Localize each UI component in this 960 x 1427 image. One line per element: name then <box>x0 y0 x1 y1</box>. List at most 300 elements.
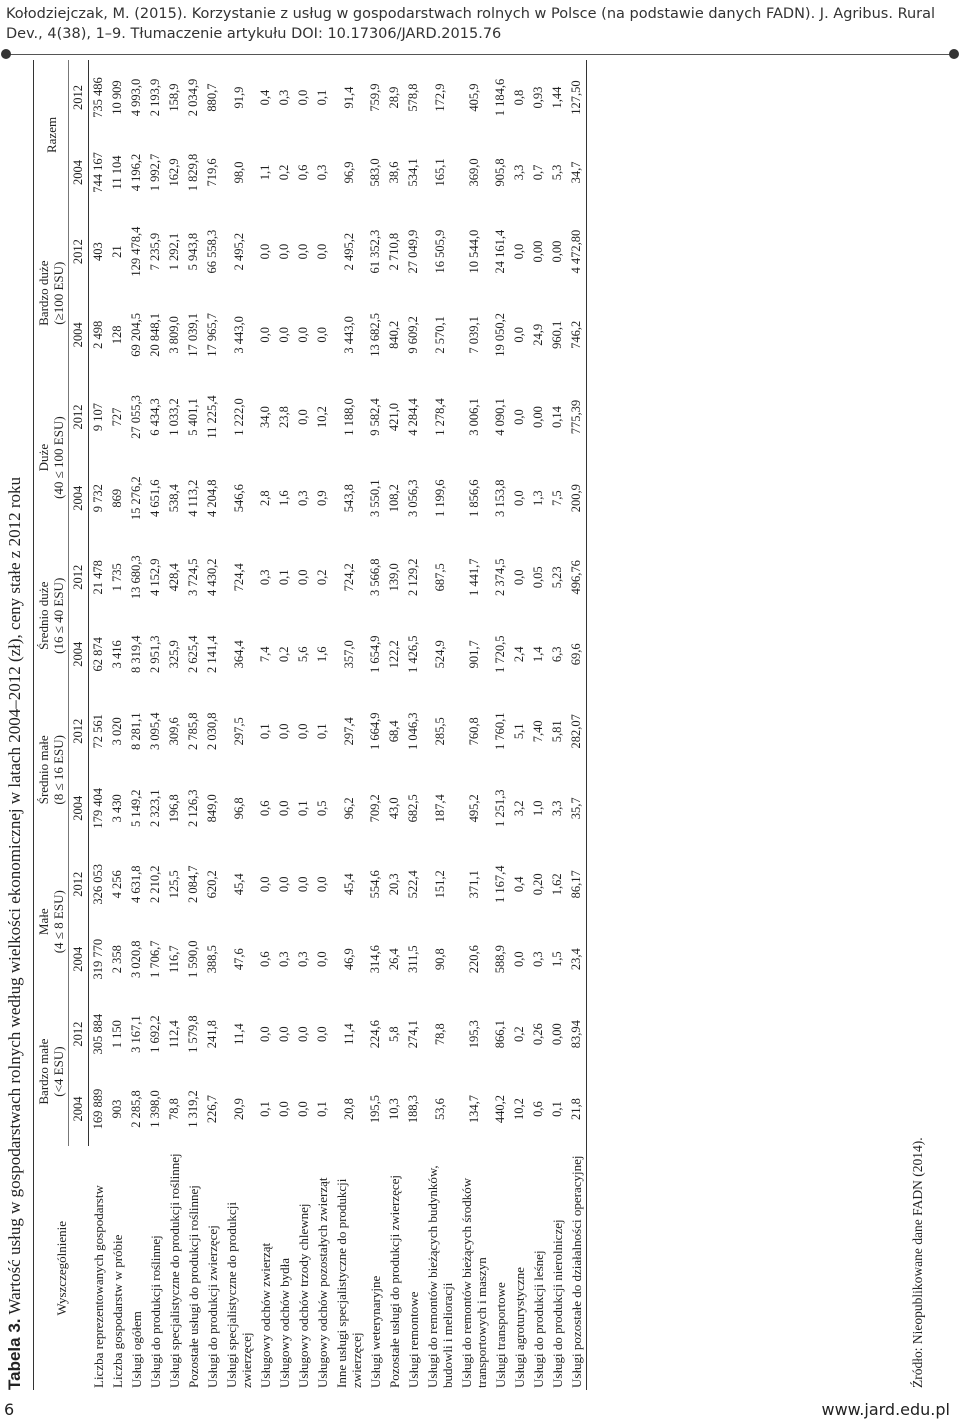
value-cell: 428,4 <box>167 563 181 592</box>
value-cell: 0,20 <box>531 873 545 896</box>
value-cell: 2 193,9 <box>148 78 162 117</box>
row-label: Pozostałe usługi do produkcji roślinnej <box>186 1185 201 1388</box>
value-cell: 0,0 <box>296 89 310 106</box>
year-header: 2004 <box>69 458 89 539</box>
value-cell: 0,5 <box>315 800 329 817</box>
value-cell: 297,4 <box>341 717 356 746</box>
value-cell: 0,1 <box>296 800 310 817</box>
year-header: 2012 <box>69 376 89 457</box>
value-cell: 1 167,4 <box>493 865 507 904</box>
row-label: Liczba gospodarstw w próbie <box>110 1234 125 1388</box>
value-cell: 0,1 <box>315 89 329 106</box>
value-cell: 0,3 <box>258 569 272 586</box>
value-cell: 421,0 <box>387 402 401 432</box>
value-cell: 19 050,2 <box>493 312 507 357</box>
value-cell: 10,3 <box>387 1098 401 1120</box>
value-cell: 0,0 <box>277 1026 291 1042</box>
value-cell: 0,0 <box>277 1101 291 1117</box>
value-cell: 91,9 <box>231 86 246 109</box>
year-header: 2012 <box>69 60 89 135</box>
table-row <box>108 60 127 1390</box>
value-cell: 588,9 <box>493 945 507 974</box>
value-cell: 4 090,1 <box>493 398 507 436</box>
value-cell: 1 319,2 <box>186 1090 200 1128</box>
value-cell: 9 582,4 <box>368 398 382 436</box>
value-cell: 11 225,4 <box>205 395 219 439</box>
value-cell: 35,7 <box>567 770 587 847</box>
value-cell: 1 692,2 <box>148 1015 162 1053</box>
value-cell: 0,14 <box>550 406 564 428</box>
value-cell: 3 443,0 <box>231 316 246 354</box>
value-cell: 0,1 <box>550 1101 564 1117</box>
row-label: Usługi remontowe <box>406 1291 421 1388</box>
value-cell: 0,1 <box>258 723 272 740</box>
value-cell: 1 664,9 <box>368 712 382 751</box>
value-cell: 4 651,6 <box>148 479 162 517</box>
value-cell: 735 486 <box>91 77 105 118</box>
value-cell: 2 710,8 <box>387 232 401 271</box>
group-range: (≥100 ESU) <box>51 261 66 325</box>
value-cell: 195,5 <box>368 1094 382 1124</box>
value-cell: 27 049,9 <box>406 229 420 274</box>
page-number: 6 <box>4 1400 15 1419</box>
value-cell: 0,0 <box>277 243 291 260</box>
value-cell: 371,1 <box>466 870 481 899</box>
value-cell: 1 735 <box>110 563 124 592</box>
group-range: (4 ≤ 8 ESU) <box>51 890 66 954</box>
value-cell: 20 848,1 <box>148 312 162 357</box>
value-cell: 21 <box>110 245 124 258</box>
citation-header <box>6 4 954 44</box>
value-cell: 0,9 <box>315 490 329 506</box>
value-cell: 129 478,4 <box>129 226 143 277</box>
value-cell: 195,3 <box>466 1020 481 1049</box>
row-label: Inne usługi specjalistyczne do produkcji zwierzęcej <box>334 1178 364 1388</box>
value-cell: 2,4 <box>512 646 526 663</box>
table-row <box>491 60 510 1390</box>
value-cell: 4 256 <box>110 870 124 899</box>
value-cell: 172,9 <box>432 83 447 112</box>
value-cell: 3 724,5 <box>186 558 200 597</box>
value-cell: 15 276,2 <box>129 476 143 521</box>
table-row <box>366 60 385 1390</box>
value-cell: 3,2 <box>512 800 526 817</box>
value-cell: 1,44 <box>550 86 564 109</box>
table-row <box>89 60 109 1390</box>
value-cell: 2 285,8 <box>129 1090 143 1128</box>
divider-right-dot <box>949 49 959 59</box>
value-cell: 1,62 <box>550 873 564 896</box>
table-row <box>203 60 222 1390</box>
year-header: 2004 <box>69 616 89 693</box>
value-cell: 2 126,3 <box>186 789 200 828</box>
value-cell: 496,76 <box>567 539 587 616</box>
value-cell: 0,0 <box>512 569 526 586</box>
value-cell: 0,1 <box>277 569 291 586</box>
value-cell: 45,4 <box>341 873 356 896</box>
value-cell: 4 204,8 <box>205 479 219 517</box>
row-label: Usługi ogółem <box>129 1311 144 1388</box>
value-cell: 0,05 <box>531 566 545 589</box>
value-cell: 16 505,9 <box>432 229 447 274</box>
value-cell: 1 654,9 <box>368 635 382 674</box>
year-header: 2004 <box>69 1072 89 1147</box>
table-title-label: Tabela 3. <box>5 1318 24 1390</box>
value-cell: 9 609,2 <box>406 316 420 354</box>
value-cell: 0,0 <box>512 490 526 506</box>
value-cell: 1,0 <box>531 800 545 817</box>
value-cell: 62 874 <box>91 637 105 672</box>
value-cell: 116,7 <box>167 945 181 974</box>
value-cell: 226,7 <box>205 1094 219 1124</box>
table-row <box>404 60 423 1390</box>
value-cell: 122,2 <box>387 640 401 669</box>
value-cell: 1 188,0 <box>341 398 356 436</box>
table-head <box>34 60 89 1390</box>
value-cell: 840,2 <box>387 320 401 349</box>
value-cell: 901,7 <box>466 640 481 669</box>
value-cell: 165,1 <box>432 158 447 187</box>
year-header: 2012 <box>69 539 89 616</box>
value-cell: 3,3 <box>550 800 564 817</box>
citation-text: Kołodziejczak, M. (2015). Korzystanie z usług w gospodarstwach rolnych w Polsce (na podstawie danych FADN). J. Agribus. Rural Dev., 4(38), 1–9. Tłumaczenie artykułu DOI: 10.17306/JARD.2015.76 <box>6 6 936 42</box>
value-cell: 1 292,1 <box>167 232 181 271</box>
value-cell: 4 113,2 <box>186 479 200 517</box>
table-row <box>510 60 529 1390</box>
value-cell: 7,5 <box>550 490 564 506</box>
value-cell: 24,9 <box>531 323 545 346</box>
table-title-text: Wartość usług w gospodarstwach rolnych według wielkości ekonomicznej w latach 2004–2012 (zł), ceny stałe z 2012 roku <box>5 476 24 1315</box>
value-cell: 108,2 <box>387 484 401 513</box>
value-cell: 72 561 <box>91 714 105 749</box>
value-cell: 554,6 <box>368 870 382 899</box>
value-cell: 8 319,4 <box>129 635 143 674</box>
table-row <box>275 60 294 1390</box>
year-header: 2004 <box>69 293 89 376</box>
value-cell: 224,6 <box>368 1020 382 1049</box>
value-cell: 96,2 <box>341 797 356 820</box>
value-cell: 0,0 <box>512 951 526 968</box>
value-cell: 4 152,9 <box>148 558 162 597</box>
value-cell: 11,4 <box>341 1023 356 1045</box>
value-cell: 682,5 <box>406 794 420 823</box>
value-cell: 0,0 <box>296 1101 310 1117</box>
value-cell: 0,26 <box>531 1023 545 1046</box>
value-cell: 139,0 <box>387 563 401 592</box>
group-header-5 <box>34 210 69 377</box>
value-cell: 91,4 <box>341 86 356 109</box>
value-cell: 38,6 <box>387 161 401 184</box>
value-cell: 5,6 <box>296 646 310 663</box>
value-cell: 69,6 <box>567 616 587 693</box>
value-cell: 43,0 <box>387 797 401 820</box>
table-row <box>127 60 146 1390</box>
value-cell: 151,2 <box>432 870 447 899</box>
table-row <box>256 60 275 1390</box>
value-cell: 364,4 <box>231 640 246 669</box>
year-header: 2004 <box>69 135 89 210</box>
value-cell: 1 278,4 <box>432 398 447 436</box>
row-label: Usługowy odchów zwierząt <box>258 1242 273 1388</box>
value-cell: 0,0 <box>277 876 291 893</box>
group-name: Małe <box>36 908 51 936</box>
row-header-label: Wyszczególnienie <box>53 1221 69 1316</box>
value-cell: 179 404 <box>91 787 105 829</box>
row-label: Liczba reprezentowanych gospodarstw <box>90 1185 106 1388</box>
value-cell: 578,8 <box>406 83 420 112</box>
row-label: Usługi do remontów bieżących budynków, budowli i melioracji <box>425 1165 455 1388</box>
value-cell: 10 544,0 <box>466 229 481 274</box>
value-cell: 26,4 <box>387 948 401 971</box>
value-cell: 0,0 <box>315 951 329 968</box>
value-cell: 543,8 <box>341 484 356 513</box>
value-cell: 17 965,7 <box>205 312 219 357</box>
value-cell: 3 020 <box>110 717 124 746</box>
value-cell: 200,9 <box>567 458 587 539</box>
value-cell: 0,6 <box>258 951 272 968</box>
group-name: Razem <box>43 116 59 154</box>
value-cell: 960,1 <box>550 320 564 349</box>
value-cell: 849,0 <box>205 794 219 823</box>
value-cell: 2 495,2 <box>341 232 356 271</box>
value-cell: 309,6 <box>167 717 181 746</box>
value-cell: 1 590,0 <box>186 940 200 978</box>
value-cell: 2 374,5 <box>493 558 507 597</box>
value-cell: 4 472,80 <box>567 210 587 293</box>
value-cell: 2 951,3 <box>148 635 162 674</box>
value-cell: 7,4 <box>258 646 272 663</box>
value-cell: 0,0 <box>315 1026 329 1042</box>
value-cell: 1 856,6 <box>466 479 481 517</box>
value-cell: 4 430,2 <box>205 558 219 597</box>
group-header-0 <box>34 997 69 1147</box>
value-cell: 0,0 <box>296 327 310 343</box>
value-cell: 2 358 <box>110 945 124 974</box>
value-cell: 1,6 <box>315 646 329 663</box>
value-cell: 3 416 <box>110 640 124 669</box>
value-cell: 1 199,6 <box>432 479 447 517</box>
value-cell: 7 039,1 <box>466 316 481 354</box>
group-name: Średnio duże <box>36 581 51 650</box>
value-cell: 5,23 <box>550 566 564 589</box>
value-cell: 546,6 <box>231 484 246 513</box>
value-cell: 495,2 <box>466 794 481 823</box>
value-cell: 5,3 <box>550 164 564 181</box>
value-cell: 3 006,1 <box>466 398 481 436</box>
value-cell: 538,4 <box>167 484 181 513</box>
journal-url: www.jard.edu.pl <box>821 1400 950 1419</box>
value-cell: 0,0 <box>296 876 310 893</box>
value-cell: 0,1 <box>315 723 329 740</box>
value-cell: 128 <box>110 325 124 345</box>
value-cell: 3 095,4 <box>148 712 162 751</box>
value-cell: 311,5 <box>406 945 420 974</box>
value-cell: 0,0 <box>315 243 329 260</box>
value-cell: 1 426,5 <box>406 635 420 674</box>
value-cell: 2,8 <box>258 490 272 506</box>
value-cell: 6 434,3 <box>148 398 162 436</box>
value-cell: 0,00 <box>531 240 545 263</box>
row-label: Usługi weterynaryjne <box>368 1275 383 1388</box>
value-cell: 326 053 <box>91 863 105 905</box>
value-cell: 534,1 <box>406 158 420 187</box>
value-cell: 2 084,7 <box>186 865 200 904</box>
value-cell: 1 251,3 <box>493 789 507 828</box>
value-cell: 196,8 <box>167 794 181 823</box>
group-range: (<4 ESU) <box>51 1046 66 1097</box>
value-cell: 0,7 <box>531 164 545 181</box>
value-cell: 83,94 <box>567 997 587 1072</box>
value-cell: 4 196,2 <box>129 153 143 192</box>
value-cell: 0,3 <box>531 951 545 968</box>
value-cell: 23,8 <box>277 406 291 428</box>
value-cell: 0,6 <box>296 164 310 181</box>
value-cell: 69 204,5 <box>129 312 143 357</box>
group-name: Średnio małe <box>36 735 51 805</box>
value-cell: 1 441,7 <box>466 558 481 597</box>
value-cell: 61 352,3 <box>368 229 382 274</box>
value-cell: 9 732 <box>91 484 105 513</box>
value-cell: 1 760,1 <box>493 712 507 751</box>
value-cell: 524,9 <box>432 640 447 669</box>
value-cell: 3 809,0 <box>167 316 181 354</box>
row-label: Usługi transportowe <box>493 1282 508 1388</box>
value-cell: 746,2 <box>567 293 587 376</box>
value-cell: 7,40 <box>531 720 545 743</box>
value-cell: 0,0 <box>512 327 526 343</box>
value-cell: 10,2 <box>512 1098 526 1120</box>
source-text: Źródło: Nieopublikowane dane FADN (2014). <box>910 1137 925 1388</box>
value-cell: 369,0 <box>466 158 481 187</box>
value-cell: 2 210,2 <box>148 865 162 904</box>
table-row <box>567 60 587 1390</box>
value-cell: 3 056,3 <box>406 479 420 517</box>
value-cell: 78,8 <box>167 1098 181 1120</box>
value-cell: 0,0 <box>277 800 291 817</box>
group-header-row <box>34 60 69 1390</box>
value-cell: 112,4 <box>167 1020 181 1048</box>
value-cell: 21 478 <box>91 560 105 595</box>
value-cell: 0,0 <box>315 327 329 343</box>
value-cell: 24 161,4 <box>493 229 507 274</box>
value-cell: 0,4 <box>512 876 526 893</box>
value-cell: 1 992,7 <box>148 153 162 192</box>
value-cell: 220,6 <box>466 945 481 974</box>
row-label: Usługowy odchów bydła <box>277 1258 292 1388</box>
value-cell: 440,2 <box>493 1094 507 1124</box>
value-cell: 96,8 <box>231 797 246 820</box>
value-cell: 1,3 <box>531 490 545 506</box>
value-cell: 282,07 <box>567 693 587 770</box>
value-cell: 158,9 <box>167 83 181 112</box>
value-cell: 27 055,3 <box>129 395 143 439</box>
value-cell: 0,0 <box>258 243 272 260</box>
table-row <box>548 60 567 1390</box>
value-cell: 1 829,8 <box>186 153 200 192</box>
value-cell: 880,7 <box>205 83 219 112</box>
value-cell: 0,1 <box>258 1101 272 1117</box>
table-row <box>457 60 491 1390</box>
rotated-table-region <box>5 50 950 1390</box>
value-cell: 20,3 <box>387 873 401 896</box>
value-cell: 1 579,8 <box>186 1015 200 1053</box>
value-cell: 319 770 <box>91 938 105 980</box>
value-cell: 20,9 <box>231 1098 246 1120</box>
value-cell: 21,8 <box>567 1072 587 1147</box>
value-cell: 1,5 <box>550 951 564 968</box>
value-cell: 760,8 <box>466 717 481 746</box>
table-row <box>423 60 457 1390</box>
value-cell: 1 222,0 <box>231 398 246 436</box>
value-cell: 0,0 <box>258 876 272 893</box>
group-range: (8 ≤ 16 ESU) <box>51 734 66 805</box>
value-cell: 13 682,5 <box>368 312 382 357</box>
group-name: Bardzo małe <box>36 1038 51 1105</box>
row-label: Usługi agroturystyczne <box>512 1267 527 1388</box>
value-cell: 2 141,4 <box>205 635 219 674</box>
value-cell: 0,0 <box>258 1026 272 1042</box>
value-cell: 0,0 <box>277 723 291 740</box>
value-cell: 2 129,2 <box>406 558 420 597</box>
group-header-6 <box>34 60 69 210</box>
value-cell: 2 570,1 <box>432 316 447 354</box>
value-cell: 127,50 <box>567 60 587 135</box>
value-cell: 3,3 <box>512 164 526 181</box>
value-cell: 11 104 <box>110 155 124 190</box>
value-cell: 4 631,8 <box>129 865 143 904</box>
value-cell: 188,3 <box>406 1094 420 1124</box>
value-cell: 8 281,1 <box>129 712 143 751</box>
group-header-2 <box>34 693 69 847</box>
year-header: 2012 <box>69 693 89 770</box>
row-header-cell <box>34 1147 89 1391</box>
value-cell: 1,6 <box>277 490 291 506</box>
row-label: Usługi do produkcji nierolniczej <box>550 1219 565 1388</box>
value-cell: 241,8 <box>205 1020 219 1049</box>
value-cell: 0,00 <box>550 240 564 263</box>
value-cell: 0,4 <box>258 89 272 106</box>
value-cell: 0,0 <box>512 243 526 260</box>
value-cell: 86,17 <box>567 847 587 922</box>
table-row <box>294 60 313 1390</box>
row-label: Usługowy odchów trzody chlewnej <box>296 1203 311 1388</box>
table-row <box>146 60 165 1390</box>
row-label: Pozostałe usługi do produkcji zwierzęcej <box>387 1175 402 1388</box>
table-row <box>165 60 184 1390</box>
table-row <box>332 60 366 1390</box>
value-cell: 759,9 <box>368 83 382 112</box>
value-cell: 53,6 <box>432 1098 447 1120</box>
value-cell: 17 039,1 <box>186 312 200 357</box>
value-cell: 23,4 <box>567 922 587 997</box>
value-cell: 3 153,8 <box>493 479 507 517</box>
value-cell: 403 <box>91 242 105 261</box>
value-cell: 0,00 <box>550 1023 564 1046</box>
value-cell: 47,6 <box>231 948 246 971</box>
group-range: (16 ≤ 40 ESU) <box>51 577 66 654</box>
value-cell: 5,1 <box>512 723 526 740</box>
value-cell: 68,4 <box>387 720 401 743</box>
value-cell: 45,4 <box>231 873 246 896</box>
value-cell: 11,4 <box>231 1023 246 1045</box>
value-cell: 1 150 <box>110 1020 124 1049</box>
value-cell: 5 943,8 <box>186 232 200 271</box>
value-cell: 0,0 <box>277 327 291 343</box>
value-cell: 1 033,2 <box>167 398 181 436</box>
value-cell: 297,5 <box>231 717 246 746</box>
row-label: Usługi do produkcji roślinnej <box>148 1235 163 1388</box>
value-cell: 0,2 <box>277 646 291 663</box>
